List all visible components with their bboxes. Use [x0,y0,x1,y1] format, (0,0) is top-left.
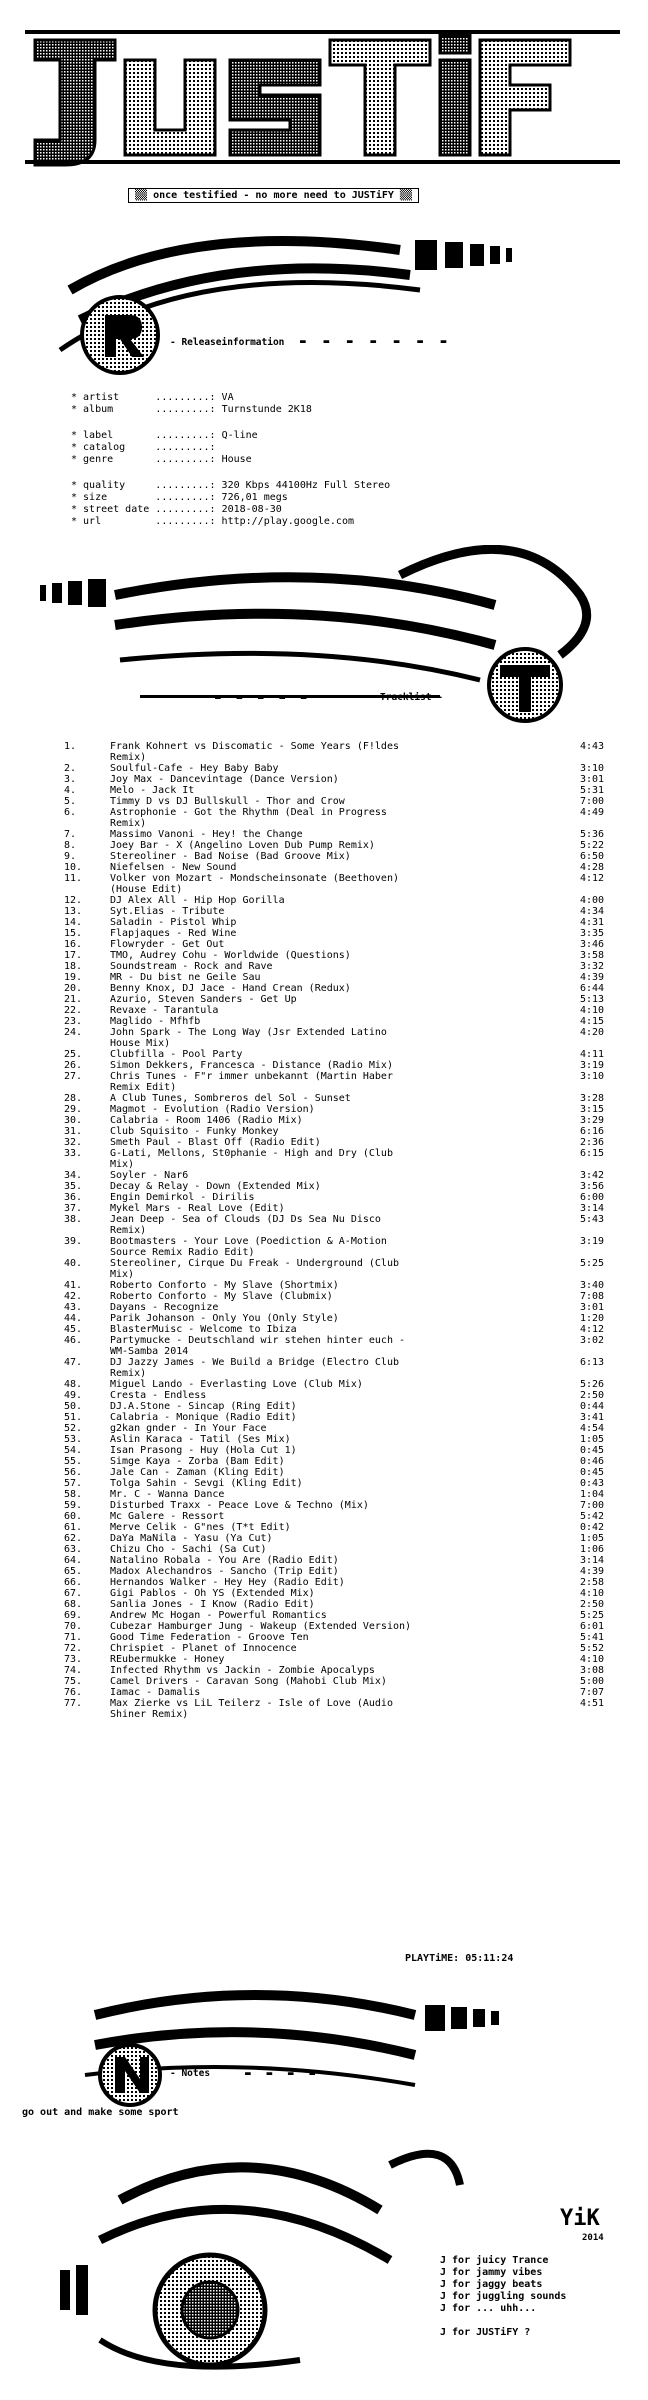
track-number: 17. [64,950,83,961]
footer-line: J for jammy vibes [440,2267,543,2278]
track-number: 61. [64,1522,83,1533]
track-title: Roberto Conforto - My Slave (Clubmix) [110,1291,333,1302]
field-quality: * quality .........: 320 Kbps 44100Hz Full Stereo [71,480,391,491]
track-duration: 4:10 [580,1588,605,1599]
track-duration: 5:52 [580,1643,605,1654]
track-duration: 4:00 [580,895,605,906]
track-number: 5. [64,796,77,807]
track-title: Andrew Mc Hogan - Powerful Romantics [110,1610,327,1621]
track-duration: 3:01 [580,1302,605,1313]
tracklist-section-dashes: ▬ ▬ ▬ ▬ ▬ [215,692,312,703]
track-number: 55. [64,1456,83,1467]
track-duration: 3:58 [580,950,605,961]
track-number: 26. [64,1060,83,1071]
track-number: 58. [64,1489,83,1500]
track-number: 39. [64,1236,83,1247]
track-number: 9. [64,851,77,862]
track-duration: 6:00 [580,1192,605,1203]
track-title: Natalino Robala - You Are (Radio Edit) [110,1555,339,1566]
track-number: 12. [64,895,83,906]
track-duration: 5:43 [580,1214,605,1225]
footer-line: J for juicy Trance [440,2255,549,2266]
track-title: Cresta - Endless [110,1390,207,1401]
track-number: 30. [64,1115,83,1126]
track-title: Volker von Mozart - Mondscheinsonate (Beethoven) (House Edit) [110,873,399,895]
track-number: 45. [64,1324,83,1335]
track-title: Max Zierke vs LiL Teilerz - Isle of Love (Audio Shiner Remix) [110,1698,393,1720]
track-title: Timmy D vs DJ Bullskull - Thor and Crow [110,796,345,807]
track-number: 6. [64,807,77,818]
track-number: 72. [64,1643,83,1654]
track-duration: 0:45 [580,1445,605,1456]
track-number: 47. [64,1357,83,1368]
field-label: * label .........: Q-line [71,430,258,441]
track-title: Benny Knox, DJ Jace - Hand Crean (Redux) [110,983,351,994]
track-number: 43. [64,1302,83,1313]
track-title: DaYa MaNila - Yasu (Ya Cut) [110,1533,273,1544]
tracklist-section-art [20,545,630,730]
track-title: Hernandos Walker - Hey Hey (Radio Edit) [110,1577,345,1588]
track-duration: 3:15 [580,1104,605,1115]
track-title: G-Lati, Mellons, St0phanie - High and Dry (Club Mix) [110,1148,393,1170]
track-duration: 5:13 [580,994,605,1005]
notes-section-art [15,1975,535,2115]
track-duration: 4:39 [580,1566,605,1577]
track-duration: 1:04 [580,1489,605,1500]
track-number: 50. [64,1401,83,1412]
track-number: 68. [64,1599,83,1610]
track-number: 18. [64,961,83,972]
track-title: MR - Du bist ne Geile Sau [110,972,261,983]
track-duration: 5:22 [580,840,605,851]
track-title: TMO, Audrey Cohu - Worldwide (Questions) [110,950,351,961]
track-title: Parik Johanson - Only You (Only Style) [110,1313,339,1324]
track-duration: 6:15 [580,1148,605,1159]
track-title: Soundstream - Rock and Rave [110,961,273,972]
track-title: Stereoliner - Bad Noise (Bad Groove Mix) [110,851,351,862]
track-title: Miguel Lando - Everlasting Love (Club Mix) [110,1379,363,1390]
track-duration: 3:10 [580,763,605,774]
track-number: 11. [64,873,83,884]
track-number: 15. [64,928,83,939]
field-size: * size .........: 726,01 megs [71,492,288,503]
track-number: 22. [64,1005,83,1016]
track-number: 54. [64,1445,83,1456]
track-duration: 7:08 [580,1291,605,1302]
track-duration: 6:16 [580,1126,605,1137]
track-number: 71. [64,1632,83,1643]
tagline-marker: ▒▒ [135,190,154,201]
track-number: 14. [64,917,83,928]
track-duration: 5:41 [580,1632,605,1643]
track-title: Simon Dekkers, Francesca - Distance (Radio Mix) [110,1060,393,1071]
track-duration: 3:19 [580,1060,605,1071]
track-title: Massimo Vanoni - Hey! the Change [110,829,303,840]
release-section-dashes: ▬ ▬ ▬ ▬ ▬ ▬ ▬ [300,336,453,347]
footer-line: J for jaggy beats [440,2279,543,2290]
tagline: once testified - no more need to JUSTiFY [153,190,394,201]
track-title: Gigi Pablos - Oh YS (Extended Mix) [110,1588,315,1599]
track-number: 77. [64,1698,83,1709]
yik-year: 2014 [582,2233,604,2243]
track-number: 20. [64,983,83,994]
track-number: 46. [64,1335,83,1346]
track-duration: 3:35 [580,928,605,939]
track-duration: 3:14 [580,1555,605,1566]
track-title: Soulful-Cafe - Hey Baby Baby [110,763,279,774]
track-duration: 1:06 [580,1544,605,1555]
track-number: 74. [64,1665,83,1676]
track-title: Flapjaques - Red Wine [110,928,237,939]
track-number: 35. [64,1181,83,1192]
footer-art [60,2140,480,2390]
track-number: 73. [64,1654,83,1665]
track-duration: 7:00 [580,1500,605,1511]
track-number: 42. [64,1291,83,1302]
track-duration: 4:12 [580,873,605,884]
track-number: 34. [64,1170,83,1181]
track-title: Tolga Sahin - Sevgi (Kling Edit) [110,1478,303,1489]
track-title: Infected Rhythm vs Jackin - Zombie Apocalyps [110,1665,375,1676]
tracklist-section-label: Tracklist - [380,692,443,703]
track-number: 4. [64,785,77,796]
track-duration: 4:34 [580,906,605,917]
track-number: 25. [64,1049,83,1060]
track-number: 49. [64,1390,83,1401]
track-number: 21. [64,994,83,1005]
track-duration: 5:25 [580,1610,605,1621]
footer-line: J for juggling sounds [440,2291,567,2302]
track-duration: 1:05 [580,1434,605,1445]
track-duration: 4:54 [580,1423,605,1434]
track-duration: 6:44 [580,983,605,994]
track-number: 57. [64,1478,83,1489]
track-title: Azurio, Steven Sanders - Get Up [110,994,297,1005]
track-number: 3. [64,774,77,785]
track-number: 33. [64,1148,83,1159]
notes-text: go out and make some sport [22,2107,179,2118]
track-title: Chris Tunes - F"r immer unbekannt (Martin Haber Remix Edit) [110,1071,393,1093]
track-title: DJ Jazzy James - We Build a Bridge (Electro Club Remix) [110,1357,399,1379]
track-title: Smeth Paul - Blast Off (Radio Edit) [110,1137,321,1148]
field-catalog: * catalog .........: [71,442,216,453]
track-title: Calabria - Room 1406 (Radio Mix) [110,1115,303,1126]
notes-section-label: - Notes [170,2068,211,2079]
track-title: Mykel Mars - Real Love (Edit) [110,1203,285,1214]
track-duration: 4:43 [580,741,605,752]
footer-line: J for JUSTiFY ? [440,2327,531,2338]
track-number: 8. [64,840,77,851]
track-duration: 4:28 [580,862,605,873]
track-number: 16. [64,939,83,950]
track-number: 40. [64,1258,83,1269]
track-duration: 3:46 [580,939,605,950]
track-duration: 5:36 [580,829,605,840]
track-duration: 1:20 [580,1313,605,1324]
track-duration: 7:07 [580,1687,605,1698]
track-title: Iamac - Damalis [110,1687,201,1698]
track-duration: 5:26 [580,1379,605,1390]
track-title: Calabria - Monique (Radio Edit) [110,1412,297,1423]
track-number: 70. [64,1621,83,1632]
track-number: 19. [64,972,83,983]
track-title: Flowryder - Get Out [110,939,225,950]
track-duration: 0:46 [580,1456,605,1467]
track-duration: 4:20 [580,1027,605,1038]
track-number: 62. [64,1533,83,1544]
track-duration: 5:00 [580,1676,605,1687]
field-artist: * artist .........: VA [71,392,234,403]
track-duration: 3:19 [580,1236,605,1247]
track-number: 38. [64,1214,83,1225]
track-title: A Club Tunes, Sombreros del Sol - Sunset [110,1093,351,1104]
track-title: Stereoliner, Cirque Du Freak - Underground (Club Mix) [110,1258,399,1280]
release-section-label: - Releaseinformation [170,337,285,348]
track-number: 29. [64,1104,83,1115]
track-number: 69. [64,1610,83,1621]
track-title: Mc Galere - Ressort [110,1511,225,1522]
track-title: BlasterMuisc - Welcome to Ibiza [110,1324,297,1335]
track-duration: 4:51 [580,1698,605,1709]
track-title: Roberto Conforto - My Slave (Shortmix) [110,1280,339,1291]
track-number: 44. [64,1313,83,1324]
track-number: 31. [64,1126,83,1137]
track-title: Decay & Relay - Down (Extended Mix) [110,1181,321,1192]
track-number: 63. [64,1544,83,1555]
track-duration: 4:31 [580,917,605,928]
track-title: Sanlia Jones - I Know (Radio Edit) [110,1599,315,1610]
footer-line: J for ... uhh... [440,2303,537,2314]
track-title: Niefelsen - New Sound [110,862,237,873]
track-title: John Spark - The Long Way (Jsr Extended Latino House Mix) [110,1027,387,1049]
track-duration: 3:10 [580,1071,605,1082]
track-duration: 2:58 [580,1577,605,1588]
playtime: PLAYTiME: 05:11:24 [405,1953,514,1964]
track-title: DJ.A.Stone - Sincap (Ring Edit) [110,1401,297,1412]
track-duration: 0:42 [580,1522,605,1533]
track-title: Melo - Jack It [110,785,195,796]
field-street-date: * street date .........: 2018-08-30 [71,504,282,515]
track-number: 51. [64,1412,83,1423]
track-title: Aslin Karaca - Tatil (Ses Mix) [110,1434,291,1445]
track-title: Maglido - Mfhfb [110,1016,201,1027]
track-duration: 4:49 [580,807,605,818]
track-duration: 3:42 [580,1170,605,1181]
track-title: Partymucke - Deutschland wir stehen hinter euch - WM-Samba 2014 [110,1335,406,1357]
track-number: 60. [64,1511,83,1522]
track-duration: 3:08 [580,1665,605,1676]
track-title: REubermukke - Honey [110,1654,225,1665]
track-duration: 3:41 [580,1412,605,1423]
track-title: Joy Max - Dancevintage (Dance Version) [110,774,339,785]
track-duration: 1:05 [580,1533,605,1544]
track-number: 75. [64,1676,83,1687]
track-title: Dayans - Recognize [110,1302,219,1313]
track-duration: 0:45 [580,1467,605,1478]
track-number: 36. [64,1192,83,1203]
track-title: Camel Drivers - Caravan Song (Mahobi Club Mix) [110,1676,387,1687]
track-title: Clubfilla - Pool Party [110,1049,243,1060]
track-duration: 3:02 [580,1335,605,1346]
track-title: Madox Alechandros - Sancho (Trip Edit) [110,1566,339,1577]
track-title: Cubezar Hamburger Jung - Wakeup (Extended Version) [110,1621,412,1632]
track-number: 41. [64,1280,83,1291]
track-duration: 4:12 [580,1324,605,1335]
track-number: 67. [64,1588,83,1599]
track-title: Revaxe - Tarantula [110,1005,219,1016]
track-number: 56. [64,1467,83,1478]
track-number: 2. [64,763,77,774]
track-title: Soyler - Nar6 [110,1170,189,1181]
track-duration: 2:50 [580,1599,605,1610]
track-number: 7. [64,829,77,840]
field-genre: * genre .........: House [71,454,252,465]
track-number: 59. [64,1500,83,1511]
release-section-art [50,210,610,380]
track-title: Mr. C - Wanna Dance [110,1489,225,1500]
track-duration: 2:50 [580,1390,605,1401]
track-duration: 0:44 [580,1401,605,1412]
track-duration: 7:00 [580,796,605,807]
track-duration: 4:11 [580,1049,605,1060]
track-title: Simge Kaya - Zorba (Bam Edit) [110,1456,285,1467]
track-duration: 3:32 [580,961,605,972]
track-number: 13. [64,906,83,917]
track-title: Merve Celik - G"nes (T*t Edit) [110,1522,291,1533]
track-title: Good Time Federation - Groove Ten [110,1632,309,1643]
track-title: Chizu Cho - Sachi (Sa Cut) [110,1544,267,1555]
track-title: Chrispiet - Planet of Innocence [110,1643,297,1654]
track-title: Jale Can - Zaman (Kling Edit) [110,1467,285,1478]
track-duration: 5:42 [580,1511,605,1522]
track-number: 1. [64,741,77,752]
track-number: 24. [64,1027,83,1038]
yik-signature: YiK [560,2206,600,2231]
track-title: Club Squisito - Funky Monkey [110,1126,279,1137]
track-number: 52. [64,1423,83,1434]
track-number: 76. [64,1687,83,1698]
track-duration: 2:36 [580,1137,605,1148]
track-duration: 4:10 [580,1654,605,1665]
track-duration: 5:25 [580,1258,605,1269]
track-title: Frank Kohnert vs Discomatic - Some Years (F!ldes Remix) [110,741,399,763]
track-title: Saladin - Pistol Whip [110,917,237,928]
track-duration: 6:01 [580,1621,605,1632]
track-duration: 3:56 [580,1181,605,1192]
track-title: Astrophonie - Got the Rhythm (Deal in Progress Remix) [110,807,387,829]
track-duration: 3:01 [580,774,605,785]
track-duration: 0:43 [580,1478,605,1489]
track-number: 28. [64,1093,83,1104]
track-title: Isan Prasong - Huy (Hola Cut 1) [110,1445,297,1456]
track-duration: 4:39 [580,972,605,983]
track-duration: 4:15 [580,1016,605,1027]
track-number: 66. [64,1577,83,1588]
field-url: * url .........: http://play.google.com [71,516,354,527]
track-title: g2kan gnder - In Your Face [110,1423,267,1434]
notes-section-dashes: ▬ ▬ ▬ ▬ ▬ [245,2068,342,2079]
track-title: Engin Demirkol - Dirilis [110,1192,255,1203]
track-number: 48. [64,1379,83,1390]
track-duration: 3:14 [580,1203,605,1214]
track-number: 64. [64,1555,83,1566]
track-number: 37. [64,1203,83,1214]
track-title: Syt.Elias - Tribute [110,906,225,917]
tagline-box: ▒▒ once testified - no more need to JUSTiFY ▒▒ [128,188,419,203]
track-duration: 6:13 [580,1357,605,1368]
track-number: 23. [64,1016,83,1027]
track-duration: 6:50 [580,851,605,862]
field-album: * album .........: Turnstunde 2K18 [71,404,312,415]
track-duration: 4:10 [580,1005,605,1016]
track-duration: 5:31 [580,785,605,796]
track-title: Joey Bar - X (Angelino Loven Dub Pump Remix) [110,840,375,851]
track-title: Disturbed Traxx - Peace Love & Techno (Mix) [110,1500,369,1511]
track-number: 53. [64,1434,83,1445]
track-number: 32. [64,1137,83,1148]
track-duration: 3:29 [580,1115,605,1126]
track-title: Bootmasters - Your Love (Poediction & A-Motion Source Remix Radio Edit) [110,1236,387,1258]
track-number: 27. [64,1071,83,1082]
justify-logo [25,20,625,195]
track-number: 10. [64,862,83,873]
track-title: Magmot - Evolution (Radio Version) [110,1104,315,1115]
track-title: DJ Alex All - Hip Hop Gorilla [110,895,285,906]
track-number: 65. [64,1566,83,1577]
track-title: Jean Deep - Sea of Clouds (DJ Ds Sea Nu Disco Remix) [110,1214,381,1236]
track-duration: 3:40 [580,1280,605,1291]
track-duration: 3:28 [580,1093,605,1104]
